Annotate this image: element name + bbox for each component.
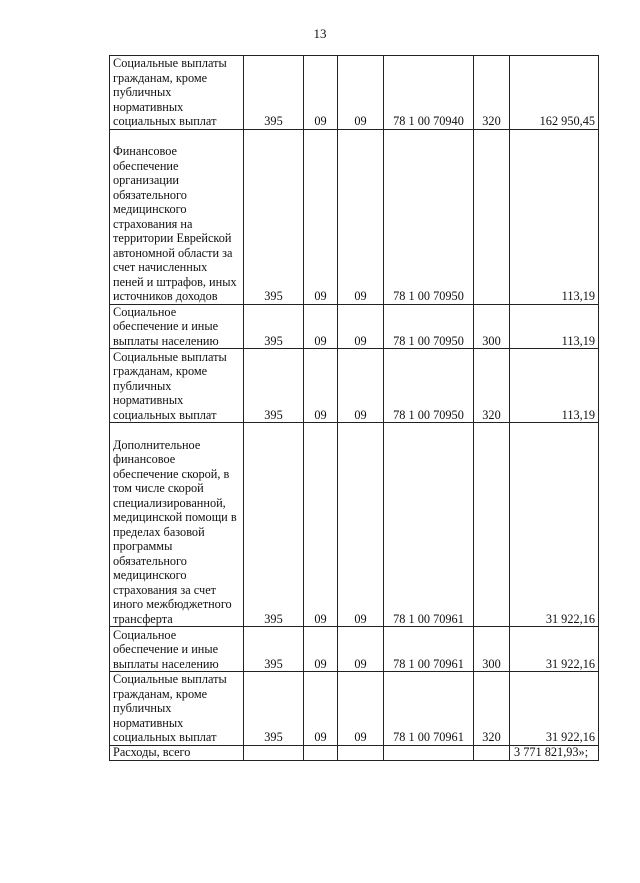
section-code: 09 xyxy=(304,129,338,304)
section-code: 09 xyxy=(304,627,338,672)
admin-code: 395 xyxy=(244,349,304,423)
target-article-code: 78 1 00 70961 xyxy=(384,672,474,746)
target-article-code: 78 1 00 70961 xyxy=(384,423,474,627)
admin-code: 395 xyxy=(244,56,304,130)
subsection-code: 09 xyxy=(338,304,384,349)
admin-code: 395 xyxy=(244,304,304,349)
total-row xyxy=(110,745,599,760)
admin-code: 395 xyxy=(244,129,304,304)
empty-cell xyxy=(474,745,510,760)
subsection-code: 09 xyxy=(338,423,384,627)
table-row xyxy=(110,672,599,746)
section-code: 09 xyxy=(304,672,338,746)
amount: 113,19 xyxy=(510,304,599,349)
amount: 31 922,16 xyxy=(510,672,599,746)
target-article-code: 78 1 00 70961 xyxy=(384,627,474,672)
target-article-code: 78 1 00 70950 xyxy=(384,129,474,304)
amount: 162 950,45 xyxy=(510,56,599,130)
table-row xyxy=(110,349,599,423)
empty-cell xyxy=(244,745,304,760)
admin-code: 395 xyxy=(244,672,304,746)
row-name: Дополнительное финансовое обеспечение скорой, в том числе скорой специализированной, медицинской помощи в пределах базовой программы обязательного медицинского страхования за счет иного межбюджетного трансферта xyxy=(110,423,244,627)
target-article-code: 78 1 00 70950 xyxy=(384,349,474,423)
row-name: Финансовое обеспечение организации обязательного медицинского страхования на территории Еврейской автономной области за счет начисленных пеней и штрафов, иных источников доходов xyxy=(110,129,244,304)
row-name: Социальное обеспечение и иные выплаты населению xyxy=(110,304,244,349)
subsection-code: 09 xyxy=(338,129,384,304)
empty-cell xyxy=(304,745,338,760)
expense-type-code xyxy=(474,129,510,304)
admin-code: 395 xyxy=(244,423,304,627)
row-name: Социальные выплаты гражданам, кроме публичных нормативных социальных выплат xyxy=(110,672,244,746)
amount: 113,19 xyxy=(510,349,599,423)
page-number: 13 xyxy=(313,26,327,41)
expense-type-code: 320 xyxy=(474,349,510,423)
row-name: Социальные выплаты гражданам, кроме публичных нормативных социальных выплат xyxy=(110,349,244,423)
expense-type-code: 320 xyxy=(474,56,510,130)
empty-cell xyxy=(384,745,474,760)
row-name: Социальное обеспечение и иные выплаты населению xyxy=(110,627,244,672)
amount: 31 922,16 xyxy=(510,627,599,672)
expense-type-code: 320 xyxy=(474,672,510,746)
subsection-code: 09 xyxy=(338,672,384,746)
total-amount: 3 771 821,93»; xyxy=(510,745,599,760)
expense-type-code: 300 xyxy=(474,627,510,672)
empty-cell xyxy=(338,745,384,760)
target-article-code: 78 1 00 70940 xyxy=(384,56,474,130)
table-row xyxy=(110,423,599,627)
table-row xyxy=(110,56,599,130)
row-name: Социальные выплаты гражданам, кроме публичных нормативных социальных выплат xyxy=(110,56,244,130)
section-code: 09 xyxy=(304,56,338,130)
admin-code: 395 xyxy=(244,627,304,672)
subsection-code: 09 xyxy=(338,349,384,423)
total-label: Расходы, всего xyxy=(110,745,244,760)
section-code: 09 xyxy=(304,304,338,349)
subsection-code: 09 xyxy=(338,56,384,130)
table-row xyxy=(110,129,599,304)
expense-type-code: 300 xyxy=(474,304,510,349)
expense-type-code xyxy=(474,423,510,627)
section-code: 09 xyxy=(304,423,338,627)
subsection-code: 09 xyxy=(338,627,384,672)
section-code: 09 xyxy=(304,349,338,423)
expenditure-table xyxy=(109,55,599,761)
amount: 31 922,16 xyxy=(510,423,599,627)
target-article-code: 78 1 00 70950 xyxy=(384,304,474,349)
table-row xyxy=(110,304,599,349)
amount: 113,19 xyxy=(510,129,599,304)
table-row xyxy=(110,627,599,672)
